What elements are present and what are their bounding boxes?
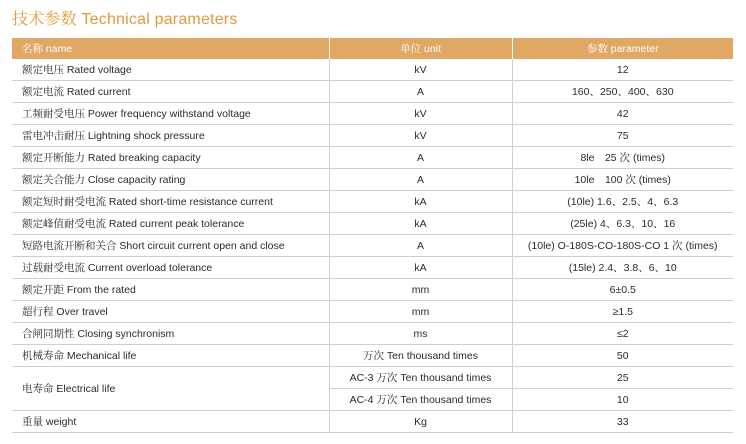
row-value: 33	[512, 411, 733, 433]
row-value: (25le) 4、6.3、10、16	[512, 213, 733, 235]
row-value: (10le) O-180S-CO-180S-CO 1 次 (times)	[512, 235, 733, 257]
table-row	[12, 169, 733, 191]
row-unit: kA	[329, 213, 512, 235]
row-unit: mm	[329, 279, 512, 301]
header-name: 名称 name	[12, 38, 329, 59]
row-unit: ms	[329, 323, 512, 345]
row-value: 75	[512, 125, 733, 147]
row-unit: kV	[329, 59, 512, 81]
row-name-electrical-life: 电寿命 Electrical life	[12, 367, 329, 411]
row-value: 6±0.5	[512, 279, 733, 301]
row-unit: A	[329, 147, 512, 169]
row-value: 10	[512, 389, 733, 411]
table-row	[12, 103, 733, 125]
row-name: 额定电流 Rated current	[12, 81, 329, 103]
table-row	[12, 345, 733, 367]
row-name: 短路电流开断和关合 Short circuit current open and close	[12, 235, 329, 257]
table-row	[12, 81, 733, 103]
row-value: 10le 100 次 (times)	[512, 169, 733, 191]
row-unit: mm	[329, 301, 512, 323]
row-name: 机械寿命 Mechanical life	[12, 345, 329, 367]
row-unit: AC-4 万次 Ten thousand times	[329, 389, 512, 411]
header-unit: 单位 unit	[329, 38, 512, 59]
row-unit: kA	[329, 191, 512, 213]
row-unit: AC-3 万次 Ten thousand times	[329, 367, 512, 389]
row-name: 额定关合能力 Close capacity rating	[12, 169, 329, 191]
row-value: 50	[512, 345, 733, 367]
table-row	[12, 147, 733, 169]
row-name: 额定电压 Rated voltage	[12, 59, 329, 81]
row-value: (15le) 2.4、3.8、6、10	[512, 257, 733, 279]
row-unit: A	[329, 235, 512, 257]
table-row	[12, 411, 733, 433]
row-unit: A	[329, 169, 512, 191]
row-name: 额定开距 From the rated	[12, 279, 329, 301]
row-name: 额定短时耐受电流 Rated short-time resistance current	[12, 191, 329, 213]
row-value: 8le 25 次 (times)	[512, 147, 733, 169]
row-value: 160、250、400、630	[512, 81, 733, 103]
row-value: 25	[512, 367, 733, 389]
table-row	[12, 367, 733, 389]
table-row	[12, 301, 733, 323]
row-name: 重量 weight	[12, 411, 329, 433]
table-row	[12, 213, 733, 235]
table-row	[12, 257, 733, 279]
page-title: 技术参数 Technical parameters	[12, 11, 238, 28]
row-value: 42	[512, 103, 733, 125]
row-name: 过载耐受电流 Current overload tolerance	[12, 257, 329, 279]
row-value: ≥1.5	[512, 301, 733, 323]
row-unit: kA	[329, 257, 512, 279]
table-row	[12, 125, 733, 147]
row-unit: kV	[329, 125, 512, 147]
table-row	[12, 235, 733, 257]
row-name: 额定峰值耐受电流 Rated current peak tolerance	[12, 213, 329, 235]
row-name: 工频耐受电压 Power frequency withstand voltage	[12, 103, 329, 125]
row-name: 额定开断能力 Rated breaking capacity	[12, 147, 329, 169]
row-value: (10le) 1.6、2.5、4、6.3	[512, 191, 733, 213]
row-name: 合闸同期性 Closing synchronism	[12, 323, 329, 345]
table-row	[12, 279, 733, 301]
row-unit: A	[329, 81, 512, 103]
header-value: 参数 parameter	[512, 38, 733, 59]
row-value: ≤2	[512, 323, 733, 345]
row-value: 12	[512, 59, 733, 81]
row-name: 超行程 Over travel	[12, 301, 329, 323]
technical-parameters-table	[12, 38, 733, 433]
row-unit: kV	[329, 103, 512, 125]
table-header-row	[12, 38, 733, 59]
table-row	[12, 323, 733, 345]
row-unit: 万次 Ten thousand times	[329, 345, 512, 367]
table-body	[12, 59, 733, 433]
table-row	[12, 191, 733, 213]
row-name: 雷电冲击耐压 Lightning shock pressure	[12, 125, 329, 147]
row-unit: Kg	[329, 411, 512, 433]
table-row	[12, 59, 733, 81]
